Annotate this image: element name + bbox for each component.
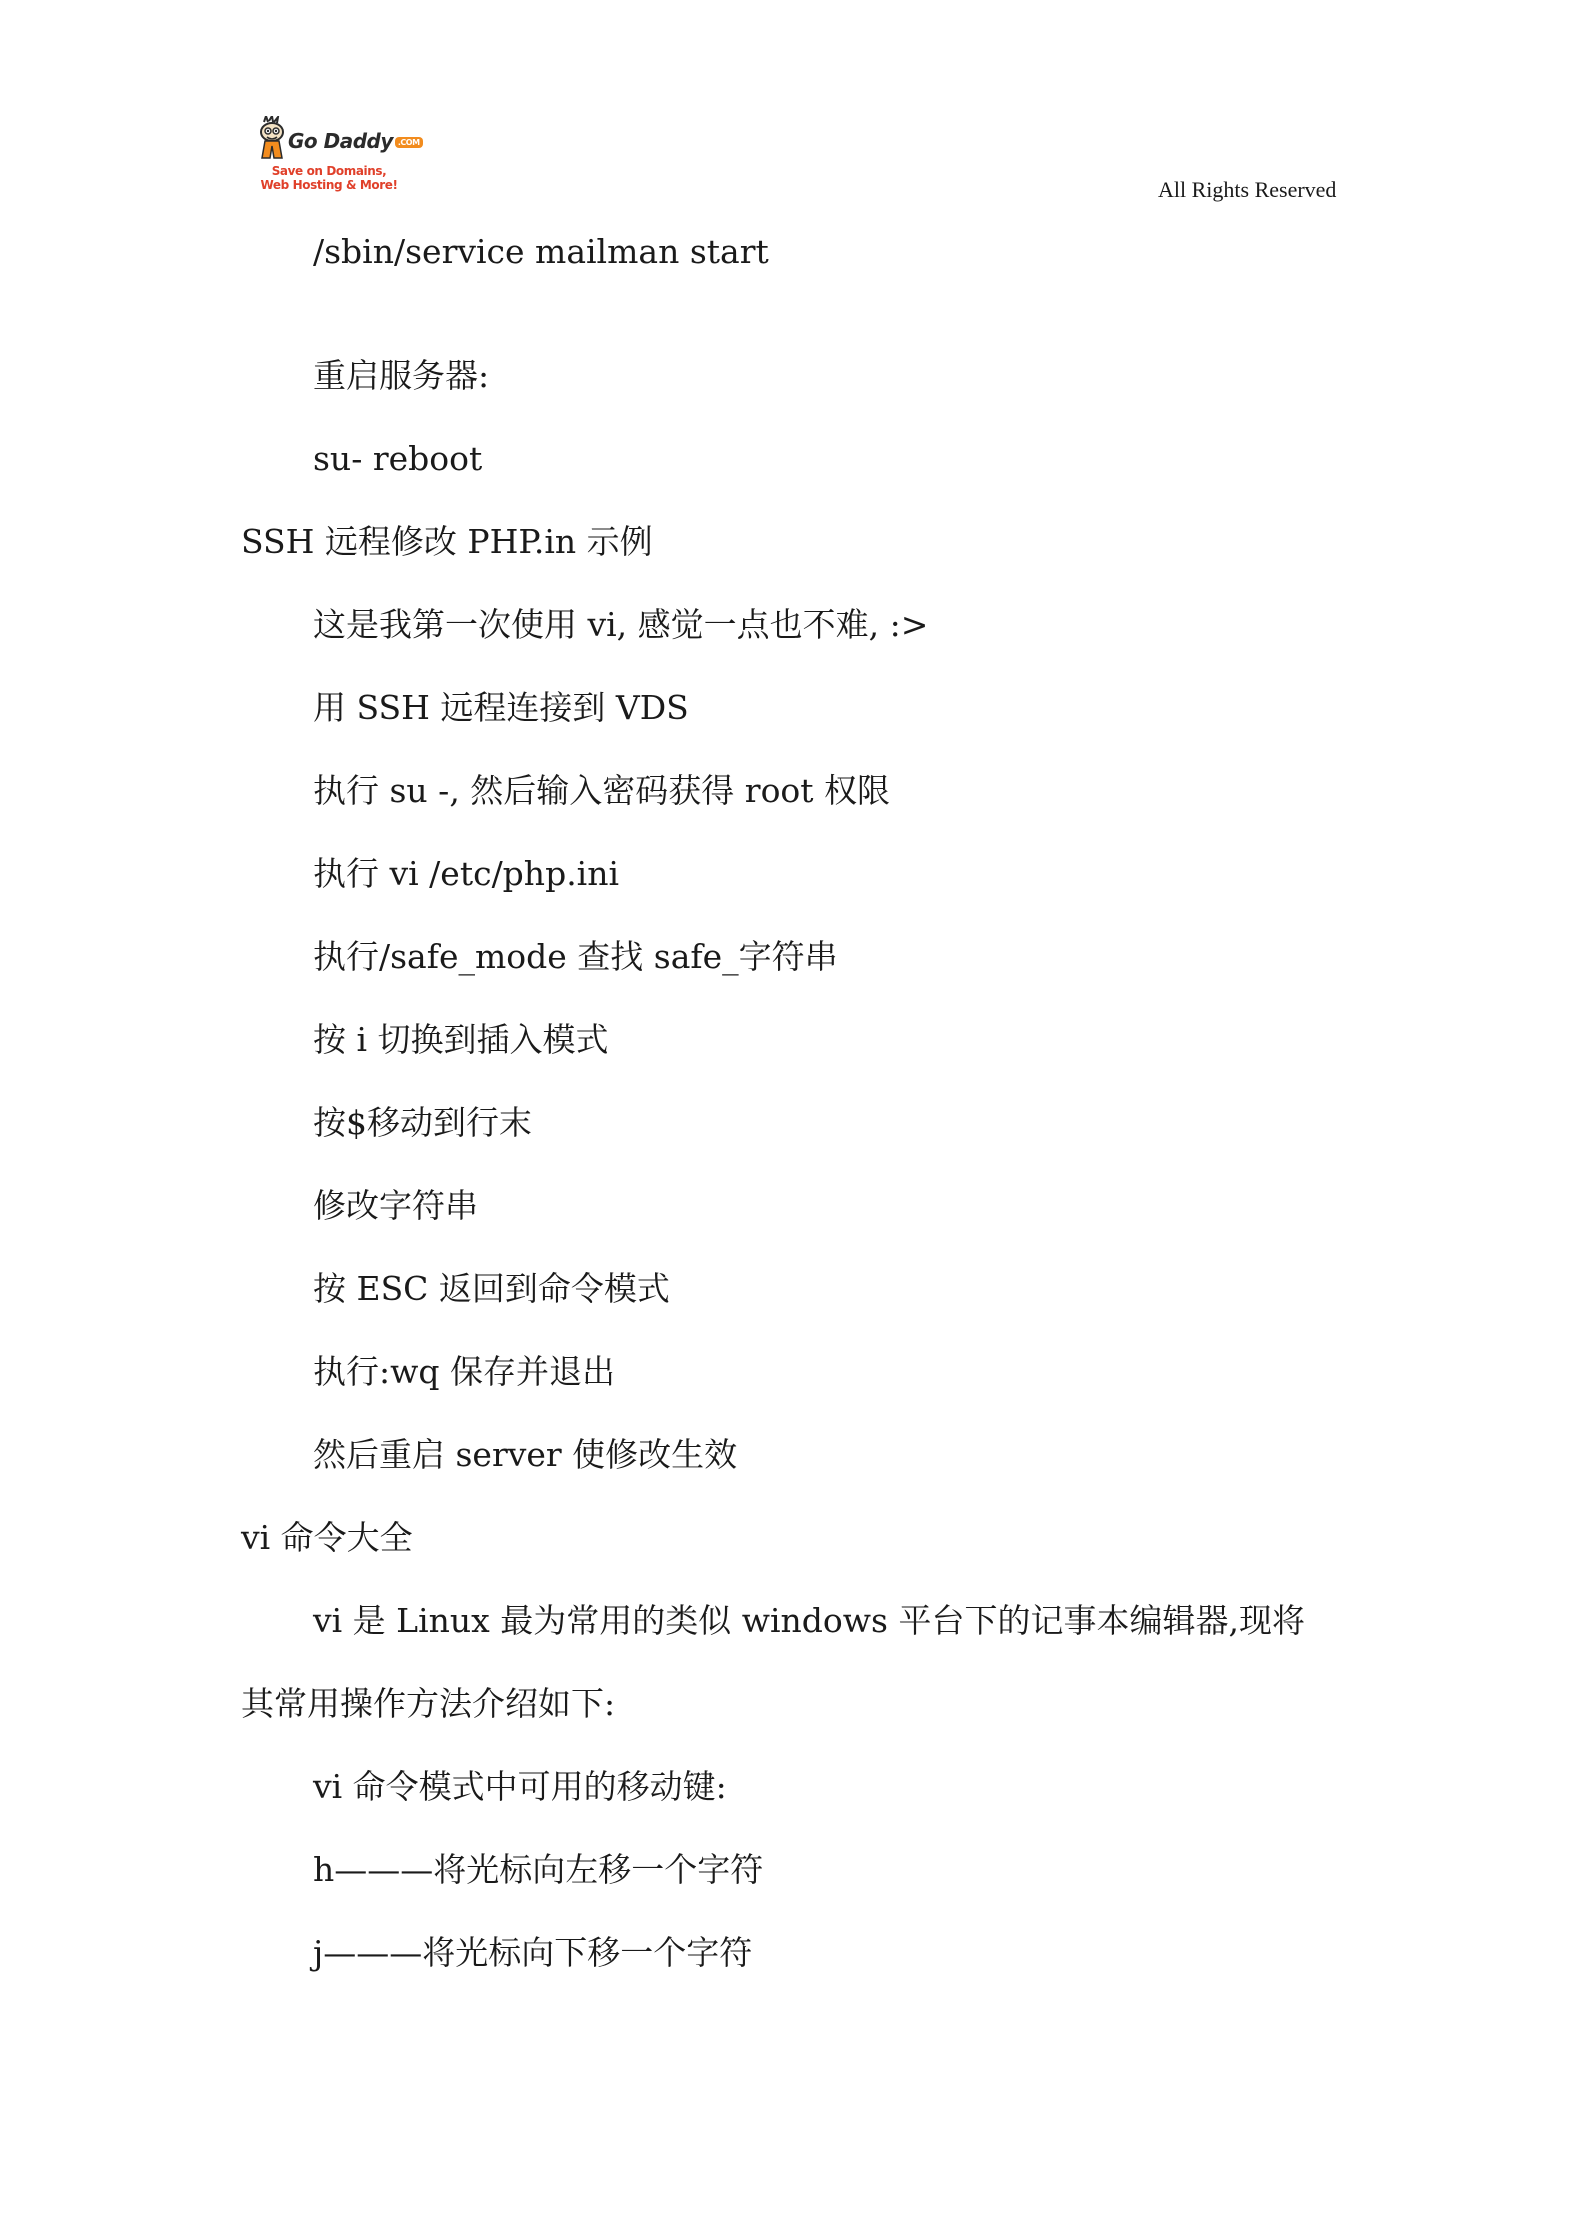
body-line: vi 命令模式中可用的移动键: [313, 1767, 727, 1806]
godaddy-mascot-icon [254, 116, 290, 164]
body-line: vi 是 Linux 最为常用的类似 windows 平台下的记事本编辑器,现将 [313, 1601, 1305, 1640]
body-line: h———将光标向左移一个字符 [313, 1850, 764, 1889]
body-line: 执行 su -, 然后输入密码获得 root 权限 [313, 771, 891, 810]
logo-brand-text: Go Daddy [288, 129, 393, 153]
body-line: j———将光标向下移一个字符 [313, 1933, 753, 1972]
section-heading: SSH 远程修改 PHP.in 示例 [241, 522, 653, 561]
body-line: 按$移动到行末 [313, 1103, 532, 1142]
body-line: /sbin/service mailman start [313, 232, 769, 271]
godaddy-logo [254, 112, 420, 198]
body-line: 这是我第一次使用 vi, 感觉一点也不难, :> [313, 605, 929, 644]
logo-tagline-line-1: Save on Domains, [271, 164, 387, 178]
logo-brand-suffix: .COM [395, 137, 423, 148]
body-line: 用 SSH 远程连接到 VDS [313, 688, 689, 727]
body-line: 按 i 切换到插入模式 [313, 1020, 609, 1059]
body-line: 执行/safe_mode 查找 safe_字符串 [313, 937, 838, 976]
body-line: 执行:wq 保存并退出 [313, 1352, 615, 1391]
body-line: 执行 vi /etc/php.ini [313, 854, 620, 893]
body-line: su- reboot [313, 439, 483, 478]
rights-notice: All Rights Reserved [1158, 177, 1337, 202]
logo-tagline-line-2: Web Hosting & More! [260, 178, 398, 192]
body-line: 其常用操作方法介绍如下: [241, 1684, 616, 1723]
logo-tagline [254, 164, 404, 192]
body-line: 按 ESC 返回到命令模式 [313, 1269, 670, 1308]
section-heading: vi 命令大全 [241, 1518, 413, 1557]
logo-brand [288, 129, 423, 153]
body-line: 然后重启 server 使修改生效 [313, 1435, 738, 1474]
body-line: 重启服务器: [313, 356, 490, 395]
body-line: 修改字符串 [313, 1186, 478, 1225]
